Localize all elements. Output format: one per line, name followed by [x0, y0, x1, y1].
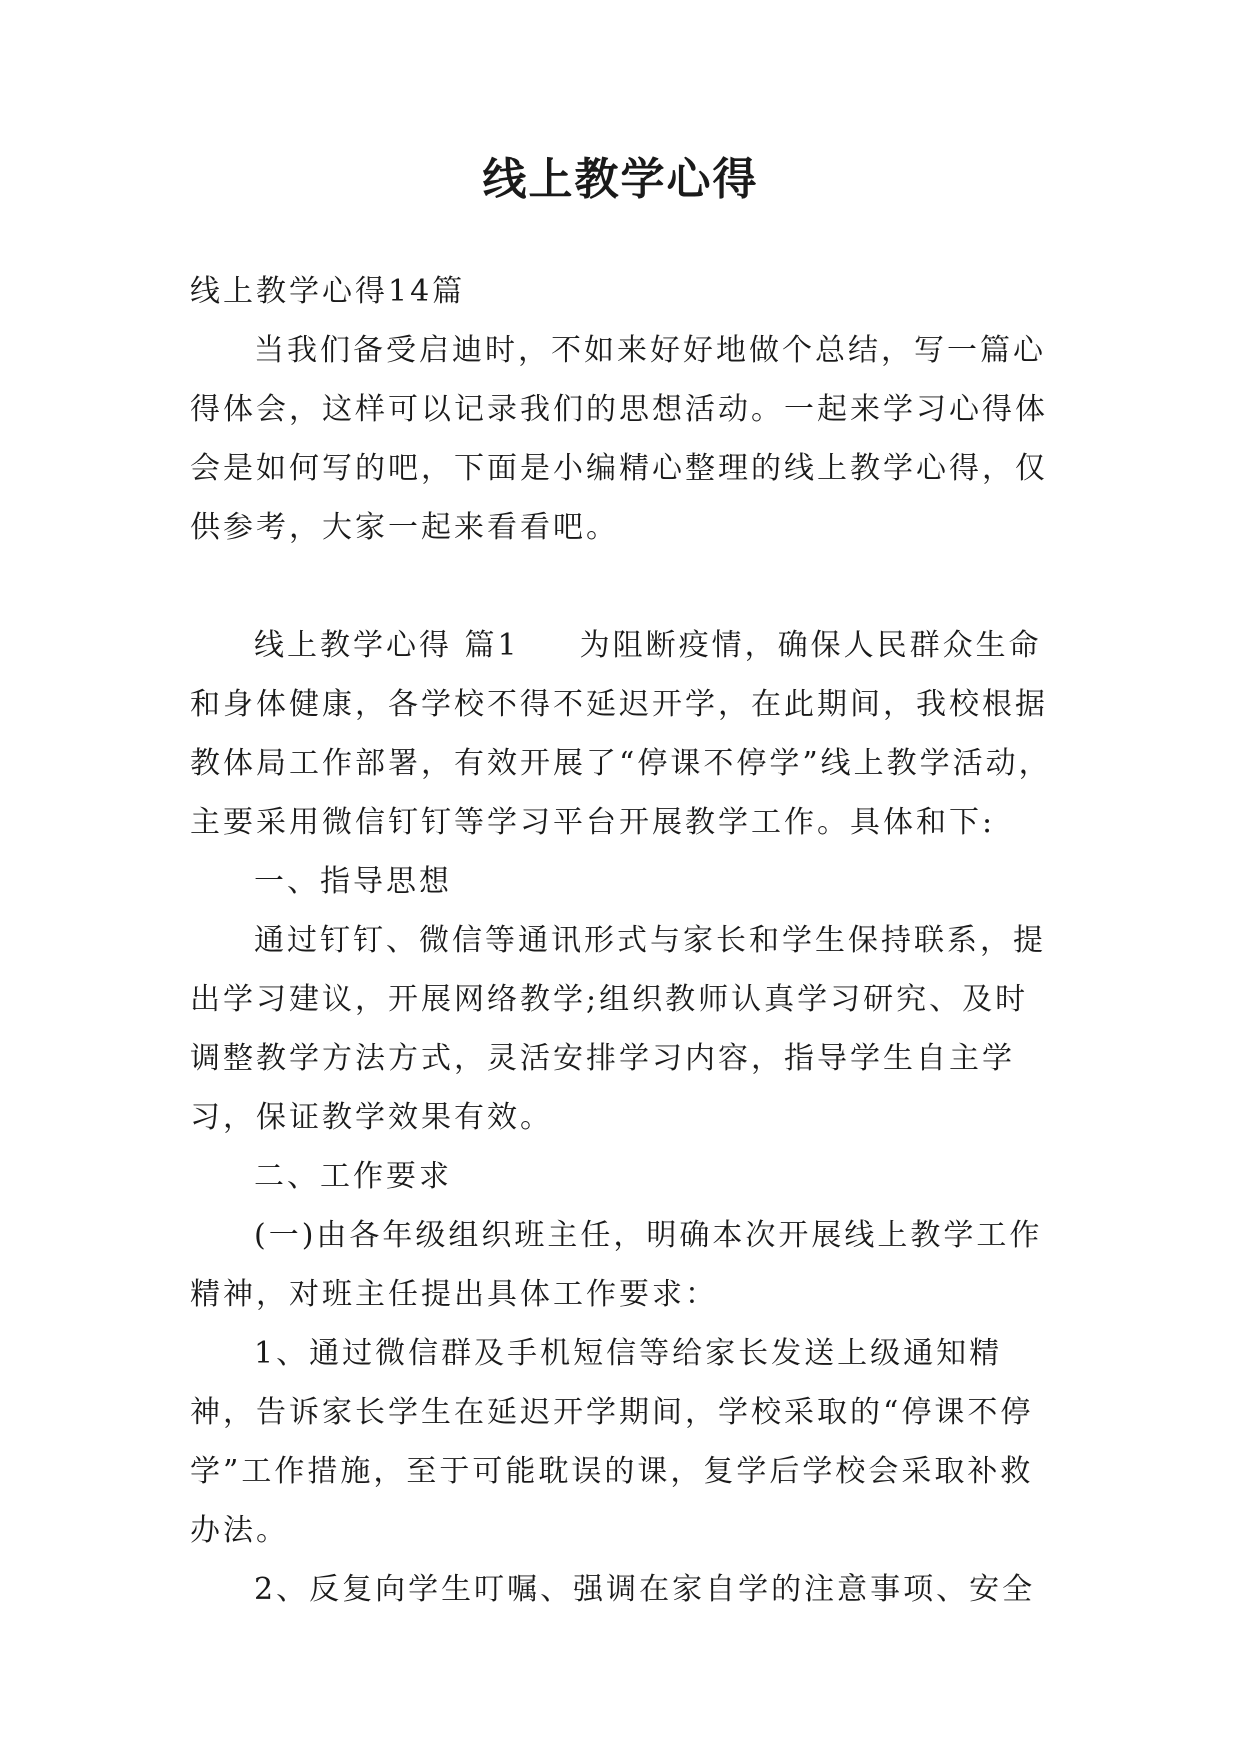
- document-body: [190, 262, 1058, 1619]
- page-title: 线上教学心得: [482, 154, 759, 205]
- section1-heading: 线上教学心得 篇1: [254, 628, 520, 663]
- section1-lead: 为阻断疫情，确保人民群众生命和身体健康，各学校不得不延迟开学，在此期间，我校根据教体局工作部署，有效开展了“停课不停学”线上教学活动，主要采用微信钉钉等学习平台开展教学工作。具体和下:: [190, 628, 1052, 840]
- document-subtitle: 线上教学心得14篇: [190, 274, 466, 309]
- requirement-item-2: 2、反复向学生叮嘱、强调在家自学的注意事项、安全: [254, 1572, 1036, 1607]
- paragraph-spacer: [190, 557, 1058, 616]
- heading-guiding-ideology: 一、指导思想: [254, 864, 452, 899]
- heading-work-requirements: 二、工作要求: [254, 1159, 452, 1194]
- section1-paragraph: [190, 616, 1058, 852]
- work-requirements-paragraph: (一)由各年级组织班主任，明确本次开展线上教学工作精神，对班主任提出具体工作要求：: [190, 1218, 1043, 1312]
- guiding-ideology-paragraph: 通过钉钉、微信等通讯形式与家长和学生保持联系，提出学习建议，开展网络教学;组织教师认真学习研究、及时调整教学方法方式，灵活安排学习内容，指导学生自主学习，保证教学效果有效。: [190, 923, 1046, 1135]
- requirement-item-1: 1、通过微信群及手机短信等给家长发送上级通知精神，告诉家长学生在延迟开学期间，学校采取的“停课不停学”工作措施，至于可能耽误的课，复学后学校会采取补救办法。: [190, 1336, 1034, 1548]
- intro-paragraph: 当我们备受启迪时，不如来好好地做个总结，写一篇心得体会，这样可以记录我们的思想活动。一起来学习心得体会是如何写的吧，下面是小编精心整理的线上教学心得，仅供参考，大家一起来看看吧。: [190, 333, 1048, 545]
